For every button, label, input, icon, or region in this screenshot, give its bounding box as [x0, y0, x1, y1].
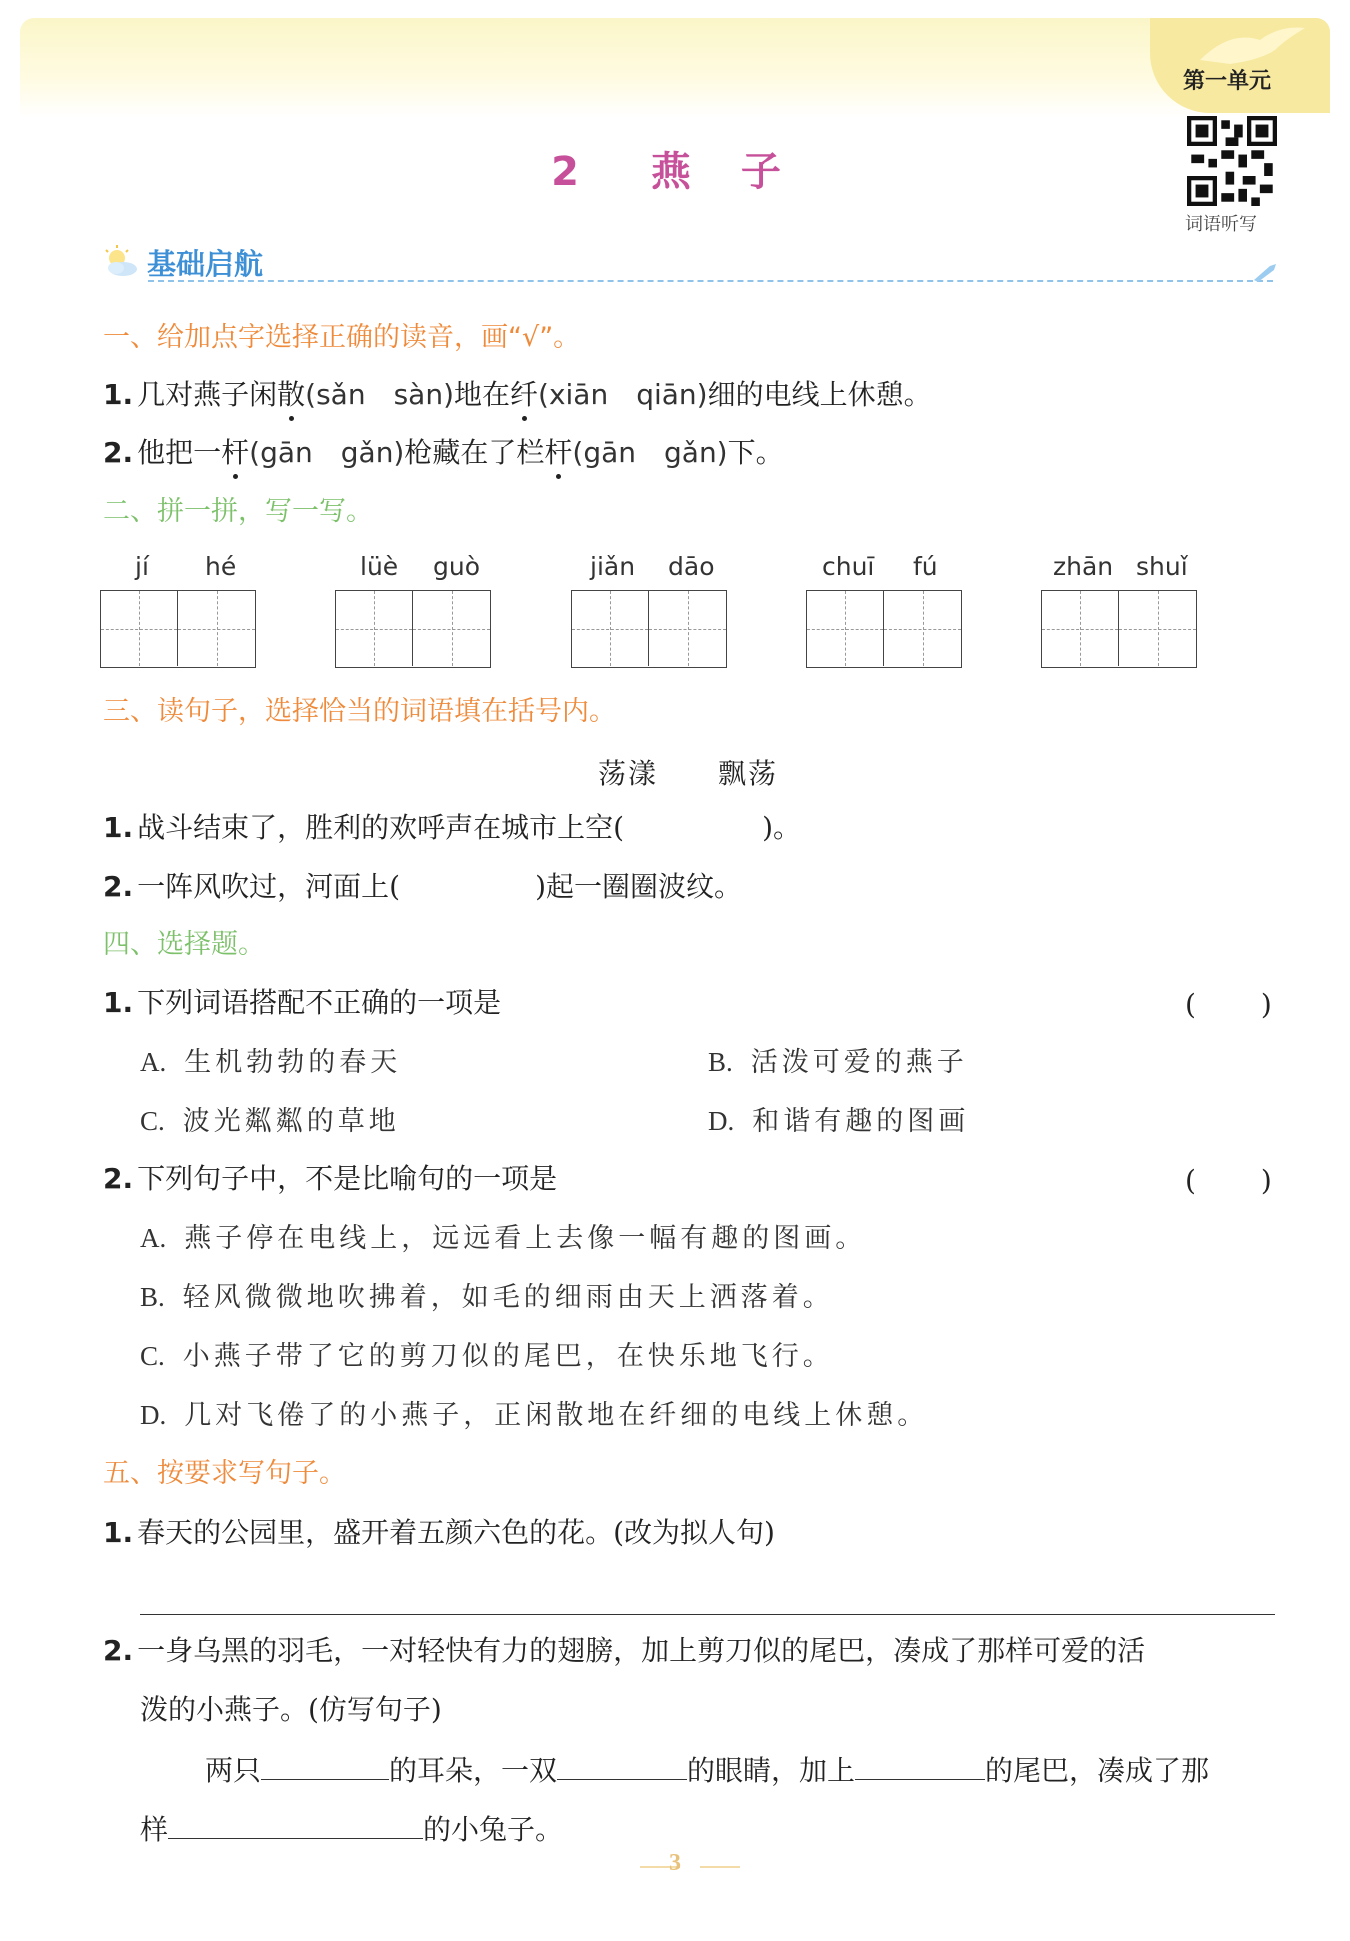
- lesson-name: 燕 子: [650, 149, 799, 195]
- pinyin-label: guò: [433, 552, 481, 581]
- writing-grid[interactable]: [335, 590, 491, 668]
- q4-item-2: 2. 下列句子中，不是比喻句的一项是: [103, 1162, 558, 1195]
- lesson-number: 2: [551, 149, 597, 195]
- writing-grid[interactable]: [571, 590, 727, 668]
- q1-item-2: 2. 他把一杆(gān gǎn)枪藏在了栏杆(gān gǎn)下。: [103, 433, 784, 473]
- pinyin-label: shuǐ: [1136, 552, 1188, 581]
- writing-grid[interactable]: [1041, 590, 1197, 668]
- option-c[interactable]: C. 波光粼粼的草地: [140, 1106, 400, 1137]
- option-d[interactable]: D. 几对飞倦了的小燕子，正闲散地在纤细的电线上休憩。: [140, 1400, 929, 1431]
- q4-item-1: 1. 下列词语搭配不正确的一项是: [103, 986, 502, 1019]
- writing-grid[interactable]: [806, 590, 962, 668]
- option-b[interactable]: B. 轻风微微地吹拂着，如毛的细雨由天上洒落着。: [140, 1282, 834, 1313]
- pinyin-label: hé: [205, 552, 237, 581]
- q5-item-2-line2: 泼的小燕子。(仿写句子): [140, 1693, 442, 1726]
- pinyin-label: chuī: [822, 552, 875, 581]
- pinyin-label: dāo: [668, 552, 715, 581]
- section-title: 基础启航: [147, 247, 264, 281]
- q3-item-2: 2. 一阵风吹过，河面上( )起一圈圈波纹。: [103, 870, 742, 903]
- option-c[interactable]: C. 小燕子带了它的剪刀似的尾巴，在快乐地飞行。: [140, 1341, 834, 1372]
- imitation-fill-line2: 样 的小兔子。: [140, 1808, 563, 1850]
- q3-item-1: 1. 战斗结束了，胜利的欢呼声在城市上空( )。: [103, 811, 801, 844]
- pinyin-label: zhān: [1053, 552, 1114, 581]
- option-a[interactable]: A. 生机勃勃的春天: [140, 1047, 402, 1078]
- word-options: [598, 752, 838, 792]
- q3-heading: 三、读句子，选择恰当的词语填在括号内。: [103, 696, 616, 727]
- answer-line[interactable]: [140, 1614, 1275, 1615]
- q1-item-1: 1. 几对燕子闲散(sǎn sàn)地在纤(xiān qiān)细的电线上休憩。: [103, 375, 932, 415]
- fill-blank[interactable]: [557, 1749, 687, 1780]
- lesson-title: [0, 140, 1350, 197]
- section-divider: [148, 280, 1273, 282]
- pinyin-label: fú: [913, 552, 938, 581]
- word-option: 荡漾: [598, 757, 659, 790]
- sun-cloud-icon: [103, 244, 139, 278]
- q5-heading: 五、按要求写句子。: [103, 1458, 346, 1489]
- q5-item-1: 1. 春天的公园里，盛开着五颜六色的花。(改为拟人句): [103, 1516, 775, 1549]
- pinyin-label: jiǎn: [590, 552, 636, 581]
- option-a[interactable]: A. 燕子停在电线上，远远看上去像一幅有趣的图画。: [140, 1223, 867, 1254]
- fill-blank[interactable]: [855, 1749, 985, 1780]
- option-d[interactable]: D. 和谐有趣的图画: [708, 1106, 970, 1137]
- pinyin-label: lüè: [360, 552, 399, 581]
- answer-paren[interactable]: ( ): [1185, 1164, 1272, 1197]
- q5-item-2-line1: 2. 一身乌黑的羽毛，一对轻快有力的翅膀，加上剪刀似的尾巴，凑成了那样可爱的活: [103, 1634, 1146, 1667]
- word-option: 飘荡: [718, 757, 779, 790]
- qr-caption: 词语听写: [1185, 214, 1257, 235]
- q4-heading: 四、选择题。: [103, 929, 265, 960]
- imitation-fill-line1: 两只 的耳朵，一双 的眼睛，加上 的尾巴，凑成了那: [205, 1749, 1209, 1791]
- pinyin-label: jí: [135, 552, 149, 581]
- fill-blank[interactable]: [168, 1808, 423, 1839]
- q2-heading: 二、拼一拼，写一写。: [103, 496, 373, 527]
- pen-icon: [1252, 262, 1280, 282]
- option-b[interactable]: B. 活泼可爱的燕子: [708, 1047, 968, 1078]
- q1-heading: 一、给加点字选择正确的读音，画“√”。: [103, 322, 581, 353]
- answer-paren[interactable]: ( ): [1185, 988, 1272, 1021]
- unit-label: 第一单元: [1183, 69, 1272, 94]
- header-band: [20, 18, 1330, 118]
- page-number: 3: [669, 1850, 681, 1876]
- fill-blank[interactable]: [261, 1749, 389, 1780]
- writing-grid[interactable]: [100, 590, 256, 668]
